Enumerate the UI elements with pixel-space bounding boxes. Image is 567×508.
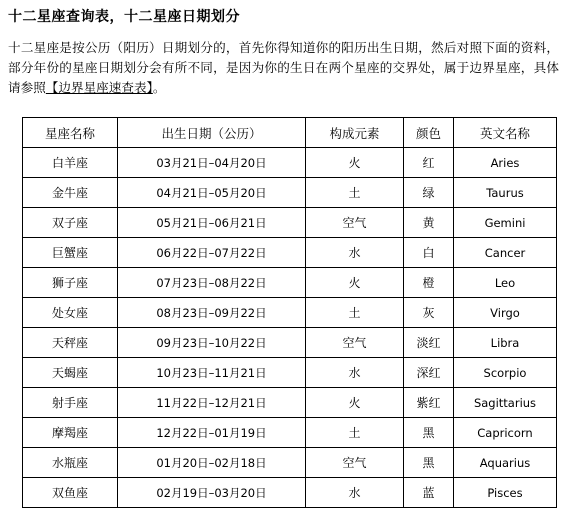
birth-date-cell: 11月22日–12月21日 bbox=[118, 388, 306, 418]
english-name-cell: Cancer bbox=[454, 238, 557, 268]
color-cell: 黑 bbox=[404, 418, 454, 448]
color-cell: 黄 bbox=[404, 208, 454, 238]
english-name-cell: Scorpio bbox=[454, 358, 557, 388]
english-name-cell: Virgo bbox=[454, 298, 557, 328]
birth-date-cell: 12月22日–01月19日 bbox=[118, 418, 306, 448]
boundary-sign-link[interactable]: 【边界星座速查表】 bbox=[45, 80, 153, 95]
birth-date-cell: 01月20日–02月18日 bbox=[118, 448, 306, 478]
english-name-cell: Gemini bbox=[454, 208, 557, 238]
table-row bbox=[23, 478, 557, 508]
english-name-cell: Libra bbox=[454, 328, 557, 358]
english-name-cell: Aries bbox=[454, 148, 557, 178]
color-cell: 白 bbox=[404, 238, 454, 268]
sign-name-cell: 天蝎座 bbox=[23, 358, 118, 388]
intro-text: 十二星座是按公历（阳历）日期划分的，首先你得知道你的阳历出生日期，然后对照下面的资料，部分年份的星座日期划分会有所不同，是因为你的生日在两个星座的交界处，属于边界星座，具体请参照 bbox=[8, 40, 559, 95]
sign-name-cell: 水瓶座 bbox=[23, 448, 118, 478]
element-cell: 土 bbox=[306, 418, 404, 448]
birth-date-cell: 10月23日–11月21日 bbox=[118, 358, 306, 388]
birth-date-cell: 04月21日–05月20日 bbox=[118, 178, 306, 208]
element-cell: 水 bbox=[306, 478, 404, 508]
english-name-cell: Taurus bbox=[454, 178, 557, 208]
header-color: 颜色 bbox=[404, 118, 454, 148]
color-cell: 红 bbox=[404, 148, 454, 178]
element-cell: 水 bbox=[306, 238, 404, 268]
intro-end: 。 bbox=[152, 80, 166, 95]
birth-date-cell: 05月21日–06月21日 bbox=[118, 208, 306, 238]
table-row bbox=[23, 178, 557, 208]
sign-name-cell: 金牛座 bbox=[23, 178, 118, 208]
element-cell: 空气 bbox=[306, 328, 404, 358]
header-birth-date: 出生日期（公历） bbox=[118, 118, 306, 148]
element-cell: 火 bbox=[306, 268, 404, 298]
english-name-cell: Pisces bbox=[454, 478, 557, 508]
element-cell: 土 bbox=[306, 178, 404, 208]
intro-paragraph bbox=[8, 38, 559, 98]
color-cell: 绿 bbox=[404, 178, 454, 208]
sign-name-cell: 处女座 bbox=[23, 298, 118, 328]
table-row bbox=[23, 208, 557, 238]
sign-name-cell: 白羊座 bbox=[23, 148, 118, 178]
table-row bbox=[23, 388, 557, 418]
header-english-name: 英文名称 bbox=[454, 118, 557, 148]
english-name-cell: Aquarius bbox=[454, 448, 557, 478]
birth-date-cell: 09月23日–10月22日 bbox=[118, 328, 306, 358]
zodiac-table bbox=[22, 117, 557, 508]
element-cell: 火 bbox=[306, 148, 404, 178]
table-body bbox=[23, 148, 557, 508]
color-cell: 淡红 bbox=[404, 328, 454, 358]
table-row bbox=[23, 268, 557, 298]
element-cell: 火 bbox=[306, 388, 404, 418]
color-cell: 黑 bbox=[404, 448, 454, 478]
sign-name-cell: 巨蟹座 bbox=[23, 238, 118, 268]
sign-name-cell: 射手座 bbox=[23, 388, 118, 418]
sign-name-cell: 天秤座 bbox=[23, 328, 118, 358]
page-title: 十二星座查询表，十二星座日期划分 bbox=[8, 9, 240, 25]
birth-date-cell: 02月19日–03月20日 bbox=[118, 478, 306, 508]
birth-date-cell: 03月21日–04月20日 bbox=[118, 148, 306, 178]
element-cell: 空气 bbox=[306, 208, 404, 238]
header-sign-name: 星座名称 bbox=[23, 118, 118, 148]
color-cell: 灰 bbox=[404, 298, 454, 328]
english-name-cell: Sagittarius bbox=[454, 388, 557, 418]
element-cell: 土 bbox=[306, 298, 404, 328]
sign-name-cell: 双鱼座 bbox=[23, 478, 118, 508]
table-row bbox=[23, 148, 557, 178]
table-row bbox=[23, 298, 557, 328]
color-cell: 深红 bbox=[404, 358, 454, 388]
table-header-row bbox=[23, 118, 557, 148]
table-row bbox=[23, 448, 557, 478]
birth-date-cell: 08月23日–09月22日 bbox=[118, 298, 306, 328]
birth-date-cell: 07月23日–08月22日 bbox=[118, 268, 306, 298]
element-cell: 空气 bbox=[306, 448, 404, 478]
sign-name-cell: 狮子座 bbox=[23, 268, 118, 298]
table-row bbox=[23, 418, 557, 448]
sign-name-cell: 双子座 bbox=[23, 208, 118, 238]
english-name-cell: Capricorn bbox=[454, 418, 557, 448]
color-cell: 橙 bbox=[404, 268, 454, 298]
sign-name-cell: 摩羯座 bbox=[23, 418, 118, 448]
element-cell: 水 bbox=[306, 358, 404, 388]
table-row bbox=[23, 328, 557, 358]
color-cell: 紫红 bbox=[404, 388, 454, 418]
color-cell: 蓝 bbox=[404, 478, 454, 508]
table-row bbox=[23, 358, 557, 388]
birth-date-cell: 06月22日–07月22日 bbox=[118, 238, 306, 268]
table-row bbox=[23, 238, 557, 268]
header-element: 构成元素 bbox=[306, 118, 404, 148]
english-name-cell: Leo bbox=[454, 268, 557, 298]
